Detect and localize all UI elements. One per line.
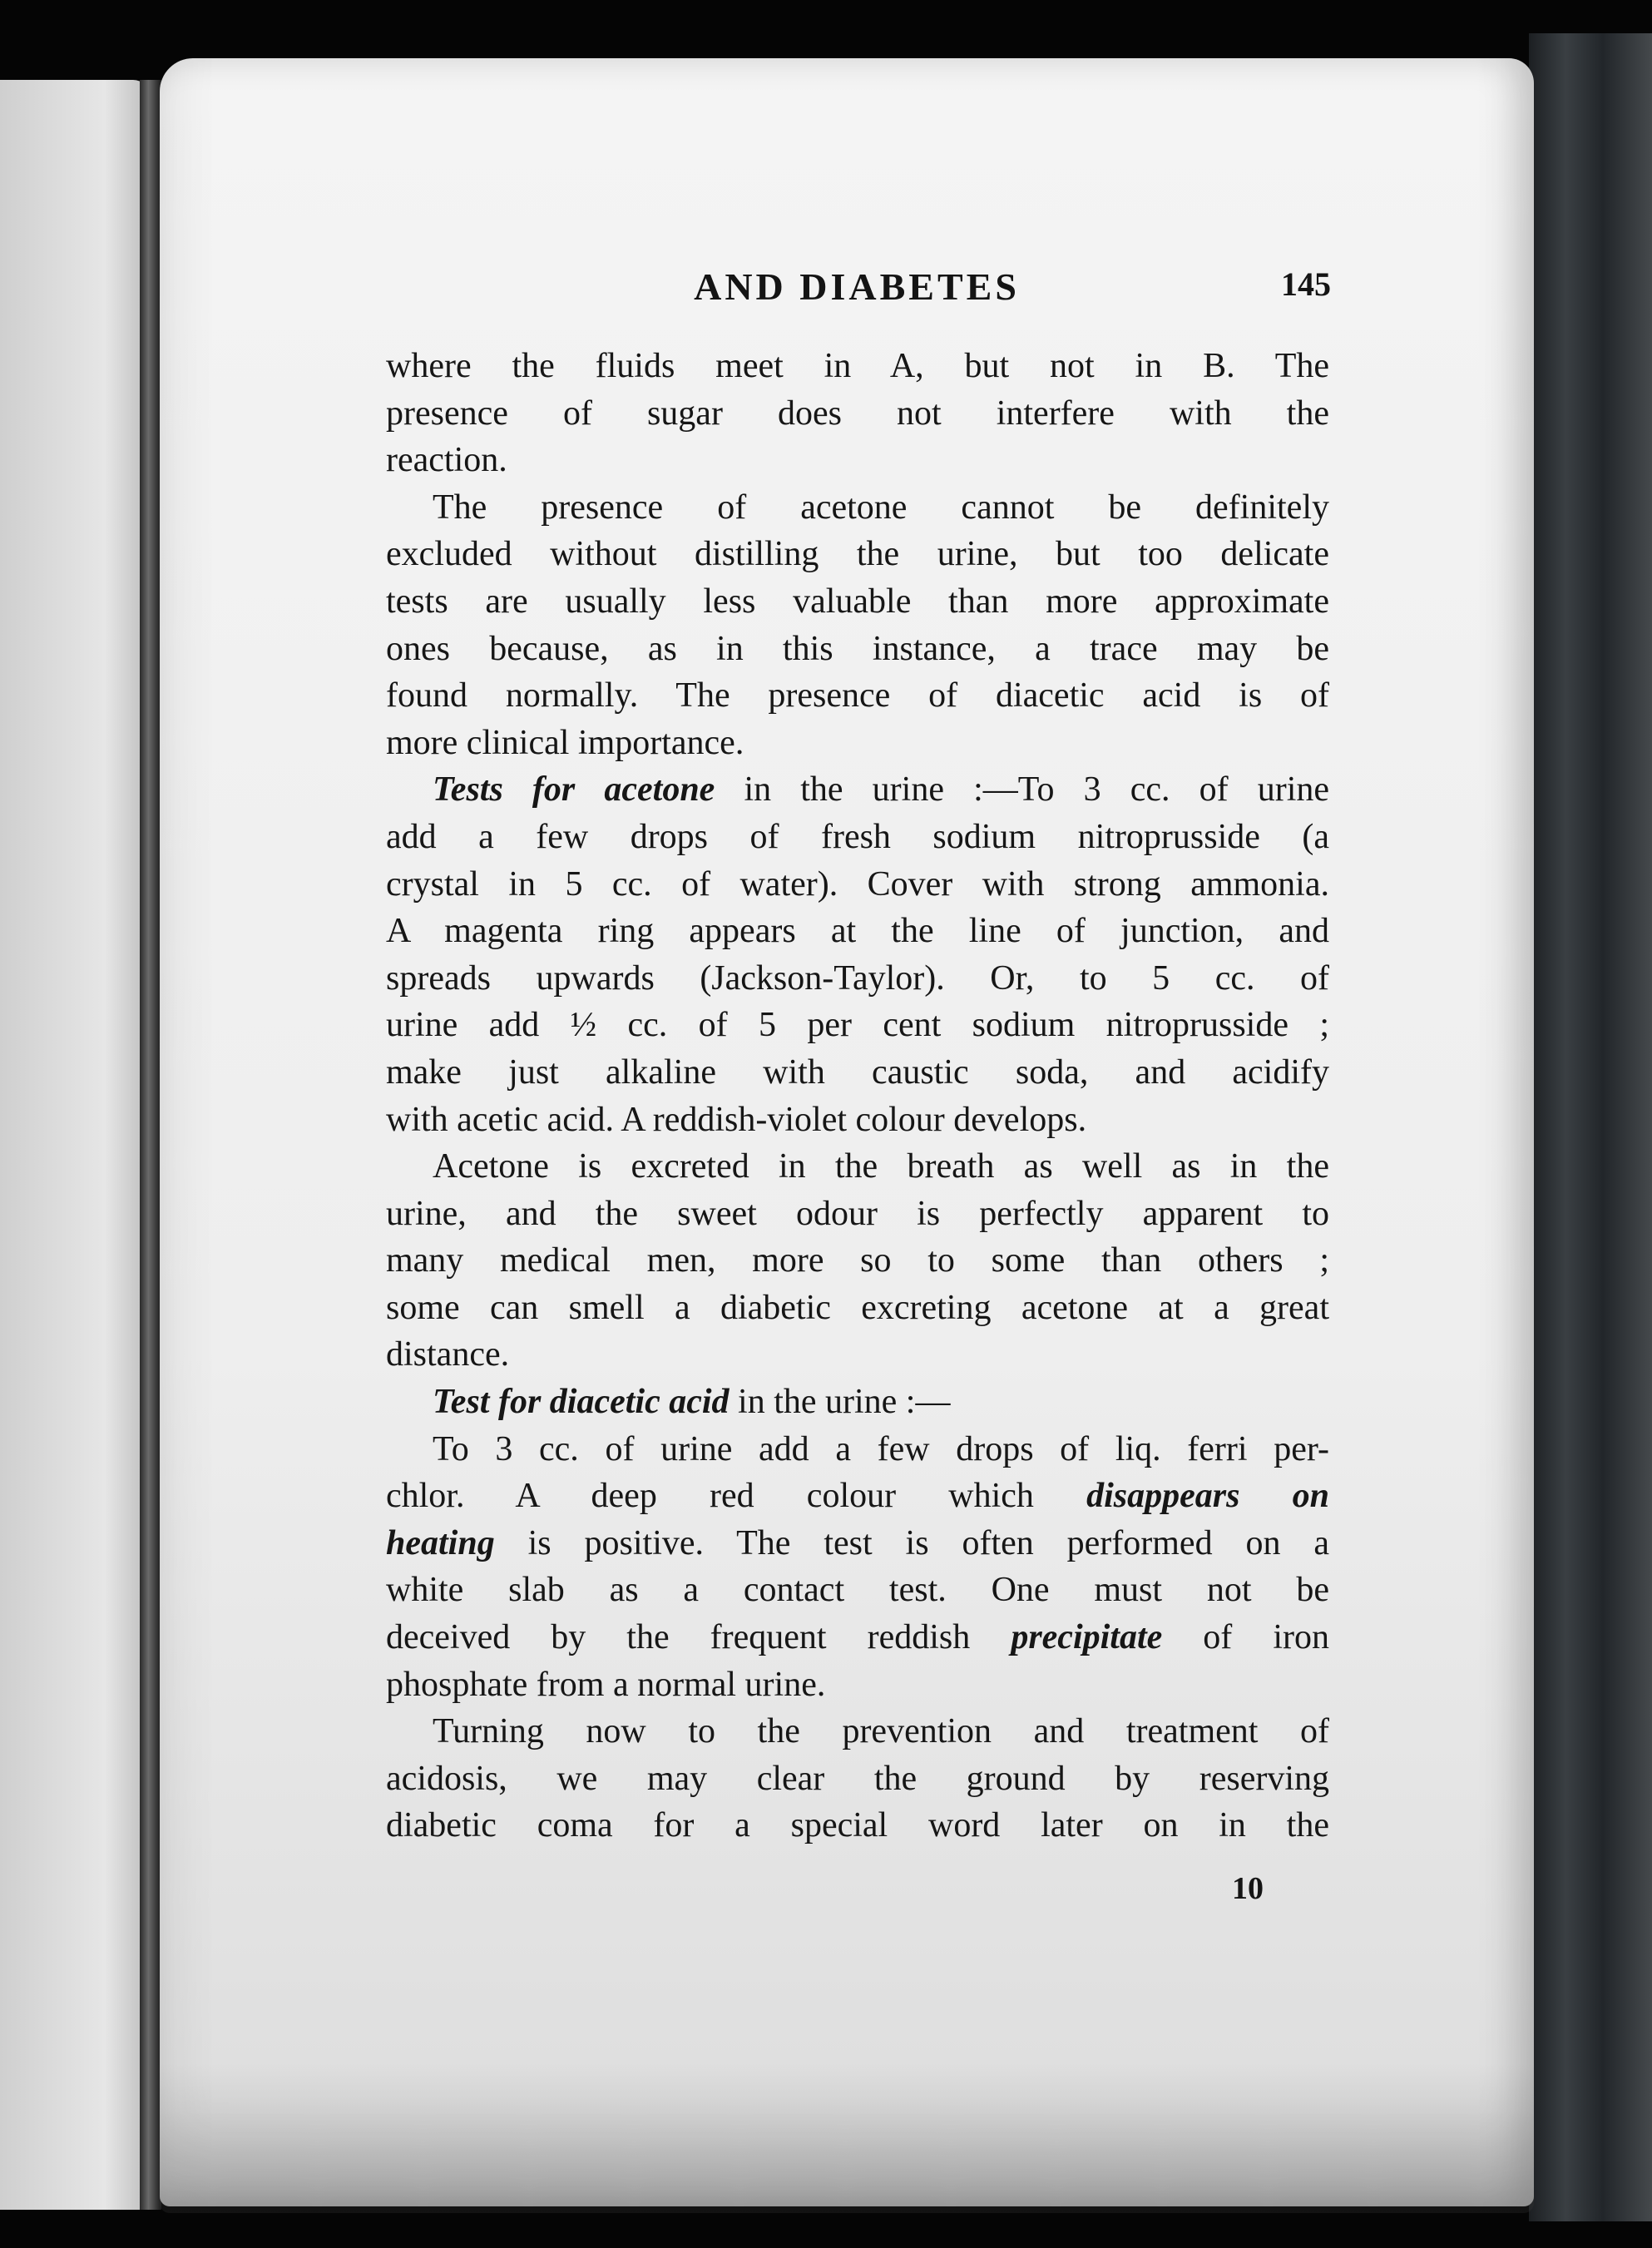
text-line [386,626,1329,673]
text-run: add a few drops of fresh sodium nitroprusside (a [386,817,1329,856]
book-gutter [140,80,161,2210]
text-run: phosphate from a normal urine. [386,1665,826,1704]
text-line [386,1614,1329,1661]
text-line [386,1802,1329,1849]
text-line [386,1755,1329,1803]
text-line [386,1379,1329,1426]
book-cover-edge [1529,33,1652,2221]
text-run: The presence of acetone cannot be definitely [433,488,1329,527]
text-line [386,1661,1329,1709]
text-run: of iron [1162,1618,1329,1657]
text-run: some can smell a diabetic excreting acetone at a great [386,1288,1329,1327]
body-text [386,343,1329,1849]
text-run: ones because, as in this instance, a trace may be [386,629,1329,668]
text-run: is positive. The test is often performed on a [494,1523,1329,1562]
previous-page-edge [0,80,150,2210]
text-run: reaction. [386,441,507,480]
text-run: chlor. A deep red colour which [386,1477,1087,1516]
text-run: Acetone is excreted in the breath as well as in the [433,1147,1329,1186]
italic-phrase: heating [386,1523,495,1562]
text-run: A magenta ring appears at the line of junction, and [386,912,1329,951]
text-line [386,814,1329,861]
text-run: with acetic acid. A reddish-violet colour develops. [386,1100,1087,1139]
text-run: Turning now to the prevention and treatment of [433,1712,1329,1751]
text-run: diabetic coma for a special word later on in the [386,1806,1329,1845]
text-run: in the urine :— [729,1383,951,1422]
text-line [386,484,1329,532]
text-line [386,1567,1329,1614]
text-line [386,1285,1329,1332]
text-line [386,1520,1329,1567]
text-run: To 3 cc. of urine add a few drops of liq. ferri per- [433,1429,1329,1468]
text-line [386,437,1329,484]
text-run: excluded without distilling the urine, but too delicate [386,535,1329,574]
text-line [386,531,1329,578]
text-line [386,720,1329,767]
italic-phrase: Test for diacetic acid [433,1383,730,1422]
text-line [386,1097,1329,1144]
running-head: AND DIABETES [694,265,1020,308]
text-line [386,1049,1329,1097]
text-run: presence of sugar does not interfere with the [386,394,1329,433]
text-run: urine add ½ cc. of 5 per cent sodium nitroprusside ; [386,1006,1329,1045]
text-line [386,1426,1329,1473]
text-line [386,766,1329,814]
italic-phrase: precipitate [1011,1618,1163,1657]
text-run: many medical men, more so to some than others ; [386,1241,1329,1280]
text-run: found normally. The presence of diacetic acid is of [386,676,1329,715]
text-run: crystal in 5 cc. of water). Cover with strong ammonia. [386,864,1329,904]
text-run: distance. [386,1335,510,1374]
text-line [386,1331,1329,1379]
text-line [386,343,1329,390]
text-line [386,578,1329,626]
text-line [386,1708,1329,1755]
text-run: white slab as a contact test. One must not be [386,1571,1329,1610]
signature-mark: 10 [1232,1871,1264,1906]
text-line [386,1002,1329,1049]
text-line [386,908,1329,955]
page-header [383,265,1331,323]
text-line [386,1191,1329,1238]
text-line [386,1237,1329,1285]
text-line [386,672,1329,720]
text-run: more clinical importance. [386,723,744,762]
text-run: deceived by the frequent reddish [386,1618,1011,1657]
italic-phrase: disappears on [1086,1477,1330,1516]
text-run: acidosis, we may clear the ground by reserving [386,1759,1329,1798]
text-run: in the urine :—To 3 cc. of urine [715,770,1329,810]
text-line [386,390,1329,438]
text-run: spreads upwards (Jackson-Taylor). Or, to 5 cc. of [386,958,1329,998]
text-run: urine, and the sweet odour is perfectly apparent to [386,1194,1329,1233]
text-line [386,861,1329,909]
text-run: tests are usually less valuable than more approximate [386,582,1329,621]
text-run: make just alkaline with caustic soda, and acidify [386,1052,1329,1092]
italic-phrase: Tests for acetone [433,770,715,810]
page-bottom-shadow [160,2063,1534,2213]
text-line [386,955,1329,1003]
page-number: 145 [1281,265,1331,303]
text-line [386,1143,1329,1191]
text-run: where the fluids meet in A, but not in B. The [386,347,1329,385]
text-line [386,1473,1329,1520]
